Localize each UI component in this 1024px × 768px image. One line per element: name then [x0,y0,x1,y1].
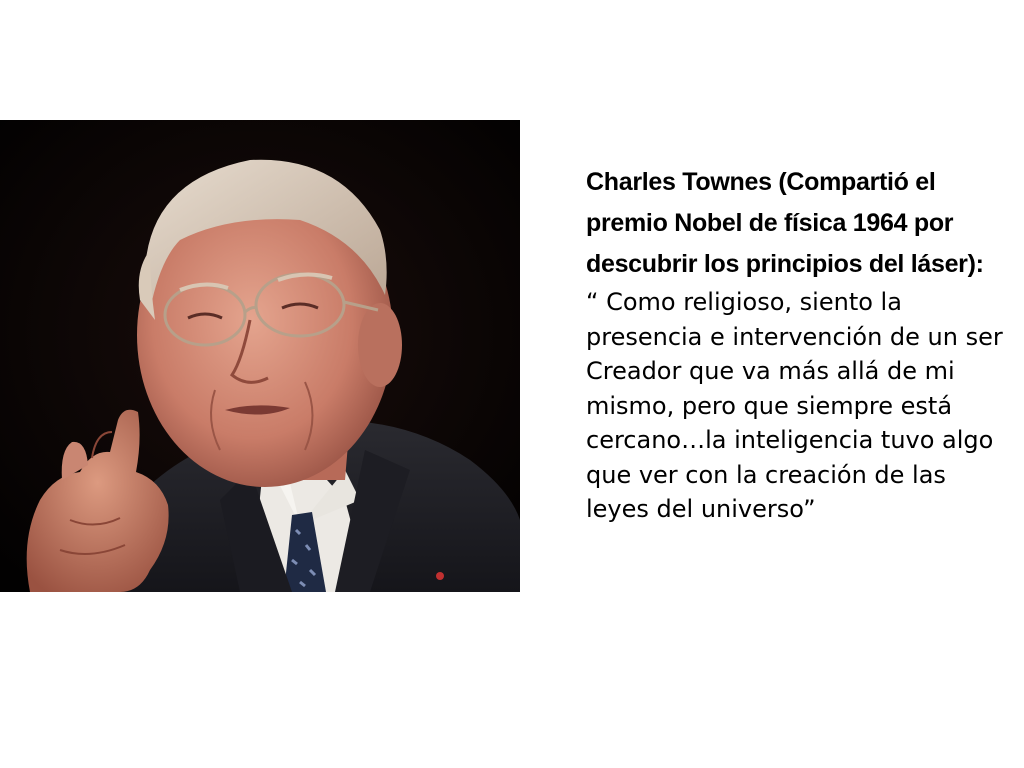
portrait-illustration [0,120,520,592]
quote-text: “ Como religioso, siento la presencia e intervención de un ser Creador que va más allá de mi mismo, pero que siempre está cercano…la inteligencia tuvo algo que ver con la creación de las leyes del universo” [586,288,1003,523]
slide-heading: Charles Townes (Compartió el premio Nobel de física 1964 por descubrir los principios del láser): [586,168,984,278]
portrait-photo [0,120,520,592]
quote-block [586,162,1006,527]
